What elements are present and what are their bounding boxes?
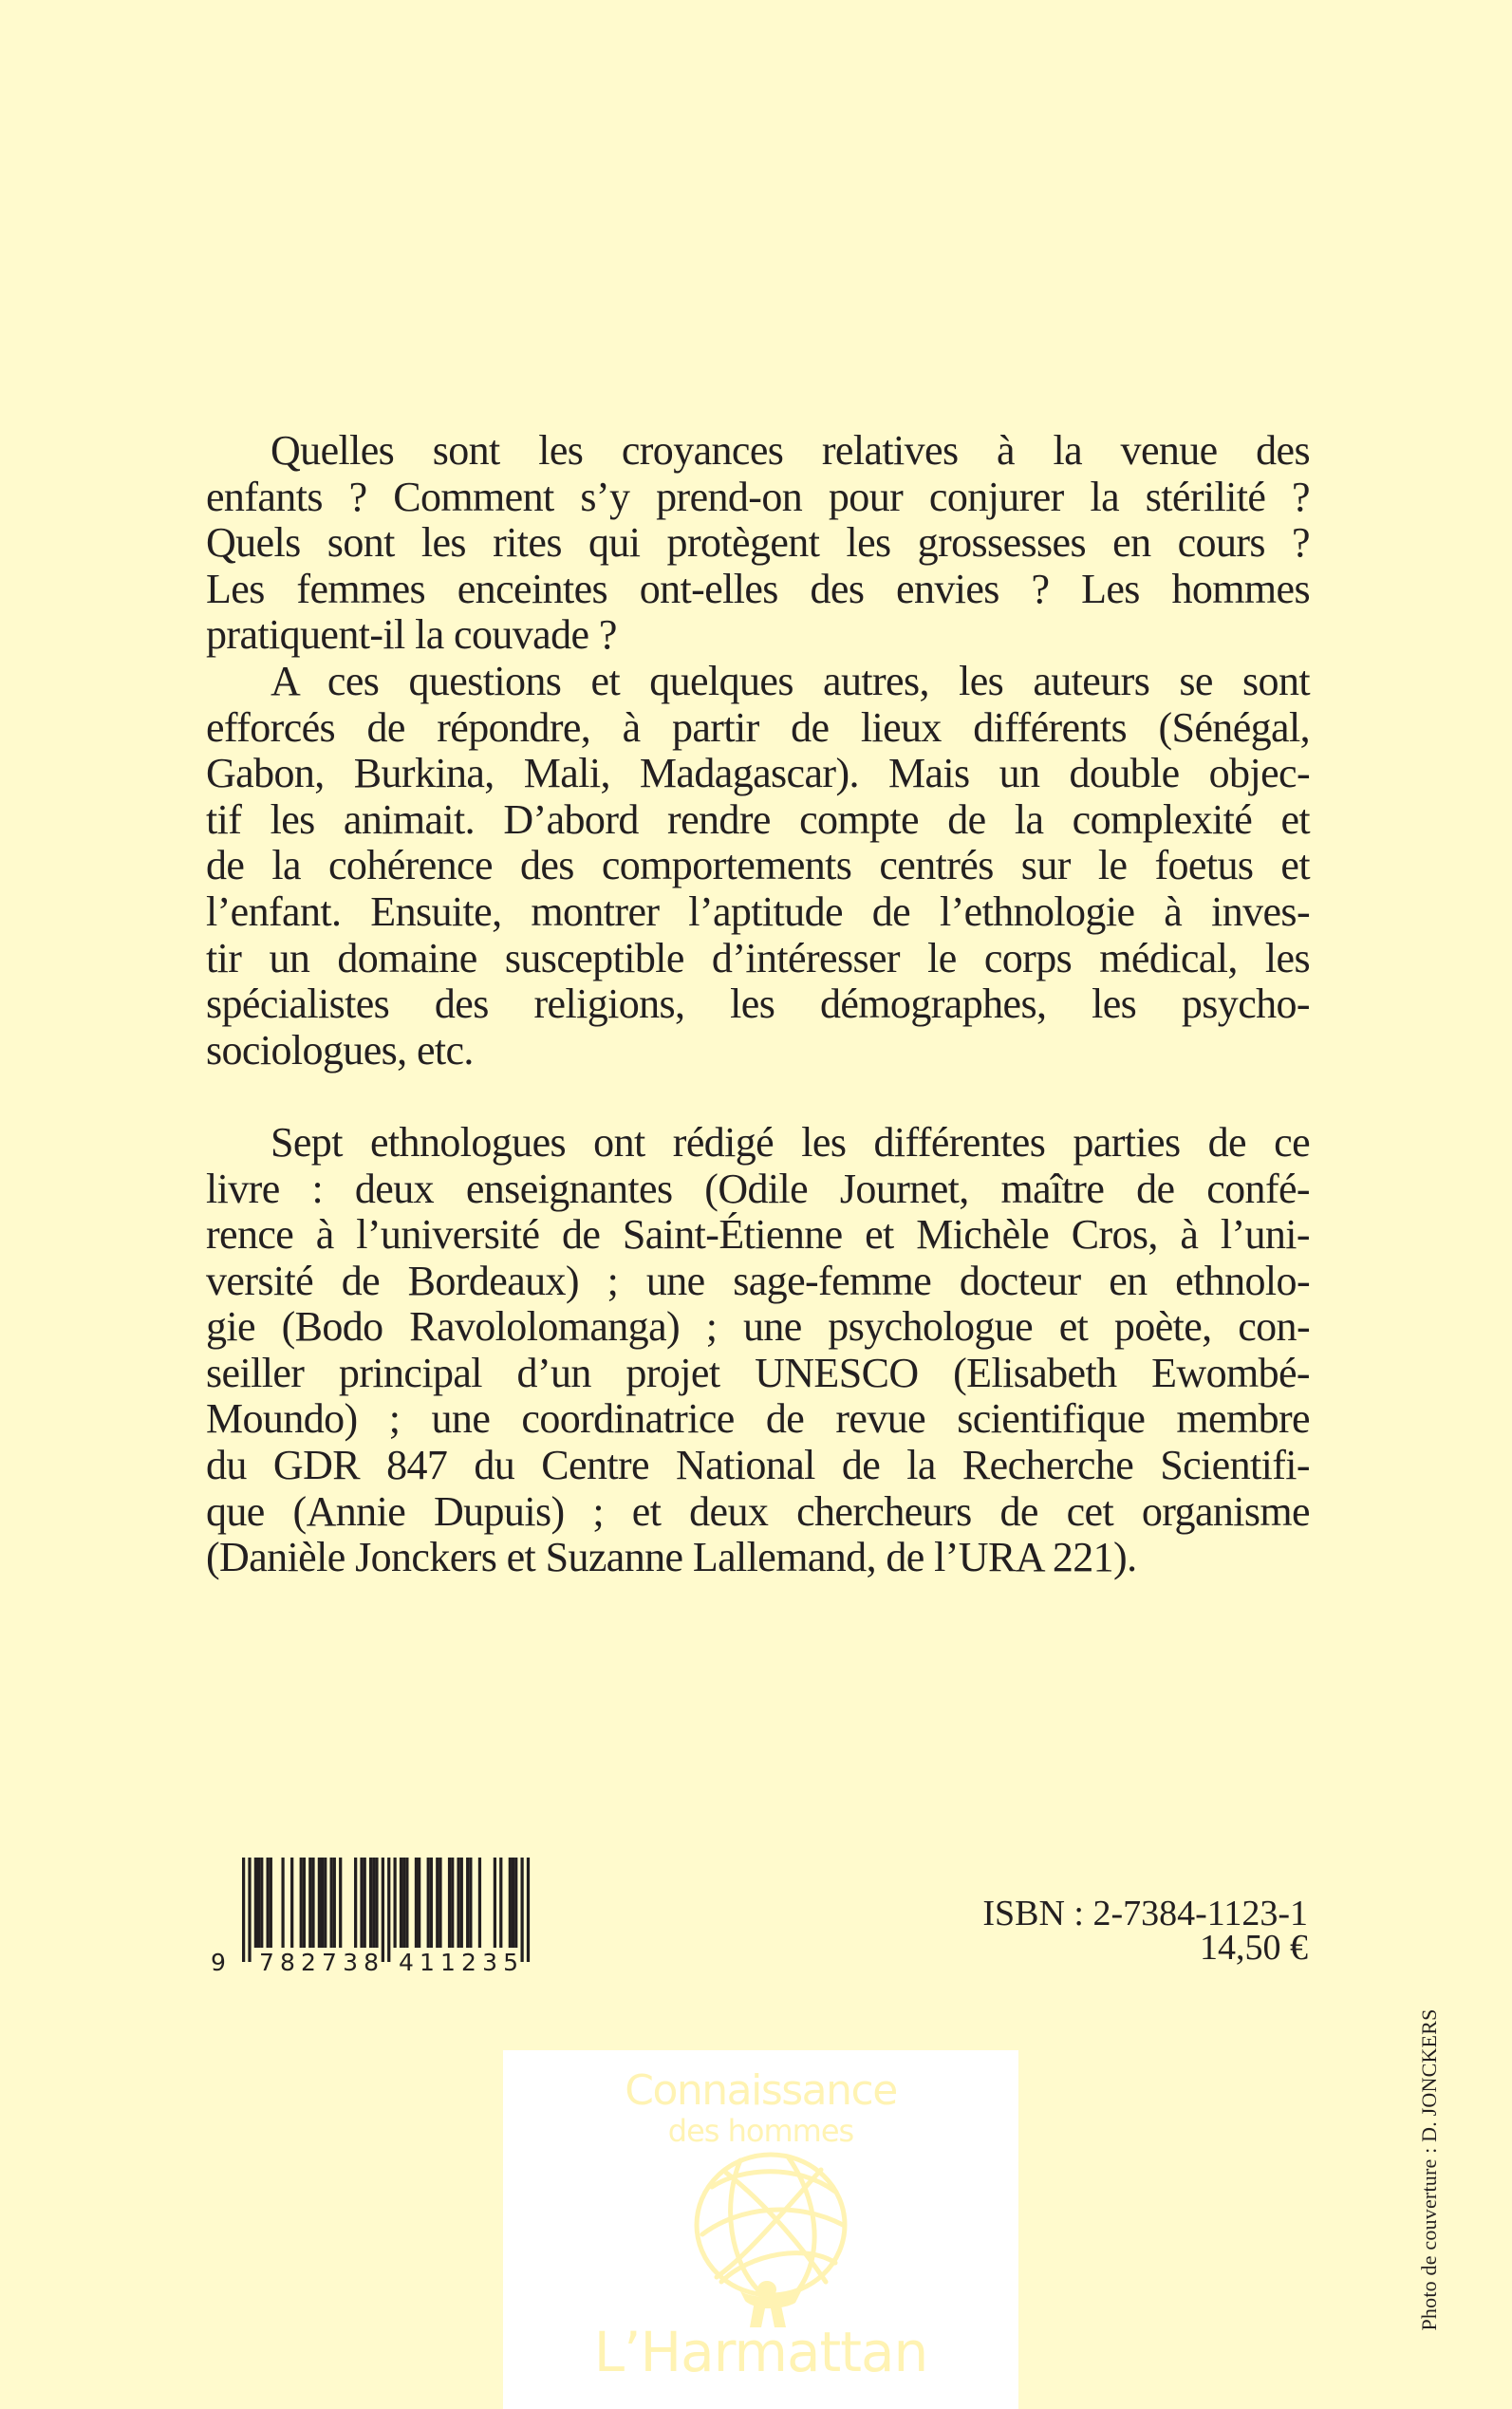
barcode-first-digit: 9 bbox=[211, 1949, 226, 1974]
barcode-digits bbox=[211, 1949, 518, 1974]
blurb-line: efforcés de répondre, à partir de lieux différents (Sénégal, bbox=[206, 703, 1310, 751]
publisher-name: L’Harmattan bbox=[593, 2320, 928, 2384]
blurb-line: que (Annie Dupuis) ; et deux chercheurs de cet organisme bbox=[206, 1487, 1310, 1535]
blurb-line: pratiquent-il la couvade ? bbox=[206, 611, 617, 659]
blurb-line: gie (Bodo Ravololomanga) ; une psychologue et poète, con- bbox=[206, 1303, 1310, 1351]
blurb-line: du GDR 847 du Centre National de la Recherche Scientifi- bbox=[206, 1442, 1310, 1489]
blurb-line: tir un domaine susceptible d’intéresser le corps médical, les bbox=[206, 934, 1310, 981]
blurb-line: enfants ? Comment s’y prend-on pour conjurer la stérilité ? bbox=[206, 473, 1310, 520]
blurb-text bbox=[206, 428, 1310, 1581]
blurb-paragraph bbox=[206, 659, 1310, 1074]
blurb-line: tif les animait. D’abord rendre compte de la complexité et bbox=[206, 795, 1310, 843]
blurb-line: livre : deux enseignantes (Odile Journet, maître de confé- bbox=[206, 1165, 1310, 1212]
blurb-line: Quelles sont les croyances relatives à la venue des bbox=[271, 427, 1310, 474]
blurb-line: A ces questions et quelques autres, les auteurs se sont bbox=[271, 657, 1310, 704]
blurb-line: sociologues, etc. bbox=[206, 1026, 474, 1074]
blurb-line: (Danièle Jonckers et Suzanne Lallemand, de l’URA 221). bbox=[206, 1534, 1137, 1581]
blurb-paragraph bbox=[206, 428, 1310, 659]
barcode-right-group: 411235 bbox=[399, 1949, 518, 1974]
series-title-line2: des hommes bbox=[667, 2113, 854, 2149]
series-title-line1: Connaissance bbox=[625, 2066, 897, 2115]
isbn-label: ISBN : 2-7384-1123-1 bbox=[982, 1894, 1308, 1933]
blurb-line: Les femmes enceintes ont-elles des envies ? Les hommes bbox=[206, 565, 1310, 612]
blurb-paragraph bbox=[206, 1120, 1310, 1581]
photo-credit-label: Photo de couverture : D. JONCKERS bbox=[1417, 2008, 1441, 2331]
blurb-line: Gabon, Burkina, Mali, Madagascar). Mais un double objec- bbox=[206, 750, 1310, 797]
blurb-line: Quels sont les rites qui protègent les grossesses en cours ? bbox=[206, 519, 1310, 567]
publisher-logo bbox=[503, 2050, 1018, 2409]
barcode-icon bbox=[207, 1856, 534, 1974]
blurb-line: versité de Bordeaux) ; une sage-femme docteur en ethnolo- bbox=[206, 1257, 1310, 1304]
barcode-left-group: 782738 bbox=[259, 1949, 379, 1974]
blurb-line: seiller principal d’un projet UNESCO (Elisabeth Ewombé- bbox=[206, 1349, 1310, 1396]
price-label: 14,50 € bbox=[1200, 1928, 1308, 1968]
blurb-line: l’enfant. Ensuite, montrer l’aptitude de l’ethnologie à inves- bbox=[206, 887, 1310, 935]
blurb-line: Sept ethnologues ont rédigé les différentes parties de ce bbox=[271, 1118, 1310, 1166]
ean13-barcode bbox=[207, 1856, 534, 1974]
blurb-line: Moundo) ; une coordinatrice de revue scientifique membre bbox=[206, 1395, 1310, 1443]
atlas-globe-icon bbox=[683, 2149, 854, 2329]
blurb-line: rence à l’université de Saint-Étienne et Michèle Cros, à l’uni- bbox=[206, 1211, 1310, 1259]
blurb-line: spécialistes des religions, les démographes, les psycho- bbox=[206, 980, 1310, 1028]
photo-credit bbox=[1416, 1967, 1443, 2373]
blurb-line: de la cohérence des comportements centrés sur le foetus et bbox=[206, 842, 1310, 889]
